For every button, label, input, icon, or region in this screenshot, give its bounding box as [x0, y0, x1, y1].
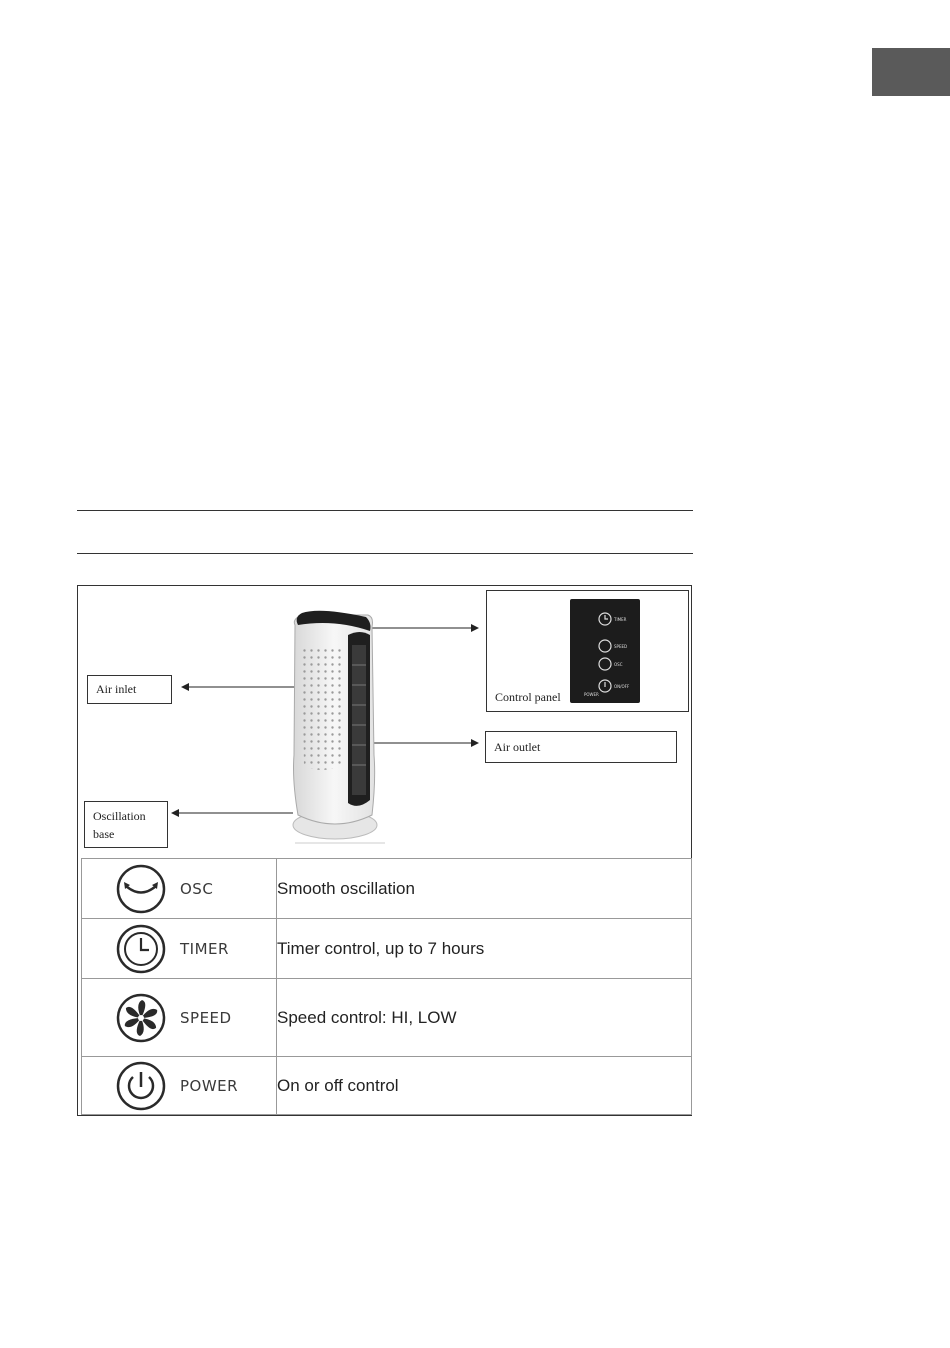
panel-speed-text: SPEED	[614, 644, 628, 649]
osc-icon	[115, 863, 167, 915]
timer-description: Timer control, up to 7 hours	[277, 919, 692, 979]
oscillation-base-label: Oscillation base	[84, 801, 168, 848]
legend-row-speed	[82, 979, 692, 1057]
legend-row-power	[82, 1057, 692, 1115]
tower-fan-image	[280, 605, 390, 850]
legend-row-osc	[82, 859, 692, 919]
control-panel-label: Control panel	[495, 690, 561, 704]
panel-speed-icon	[599, 640, 611, 652]
speed-description: Speed control: HI, LOW	[277, 979, 692, 1057]
button-legend-table	[81, 858, 692, 1115]
air-outlet-label: Air outlet	[485, 731, 677, 763]
timer-label: TIMER	[180, 939, 229, 958]
osc-label: OSC	[180, 879, 214, 898]
speed-fan-icon	[115, 992, 167, 1044]
control-panel-callout	[486, 590, 689, 712]
panel-osc-icon	[599, 658, 611, 670]
air-inlet-label: Air inlet	[87, 675, 172, 704]
control-panel-photo	[570, 599, 640, 703]
speed-label: SPEED	[180, 1008, 232, 1027]
power-label: POWER	[180, 1076, 239, 1095]
osc-description: Smooth oscillation	[277, 859, 692, 919]
panel-osc-text: OSC	[614, 662, 623, 667]
panel-onoff-text: ON/OFF	[614, 684, 630, 689]
panel-power-text: POWER	[584, 692, 599, 697]
power-description: On or off control	[277, 1057, 692, 1115]
panel-timer-text: TIMER	[614, 617, 627, 622]
power-icon	[115, 1060, 167, 1112]
timer-icon	[115, 923, 167, 975]
legend-row-timer	[82, 919, 692, 979]
